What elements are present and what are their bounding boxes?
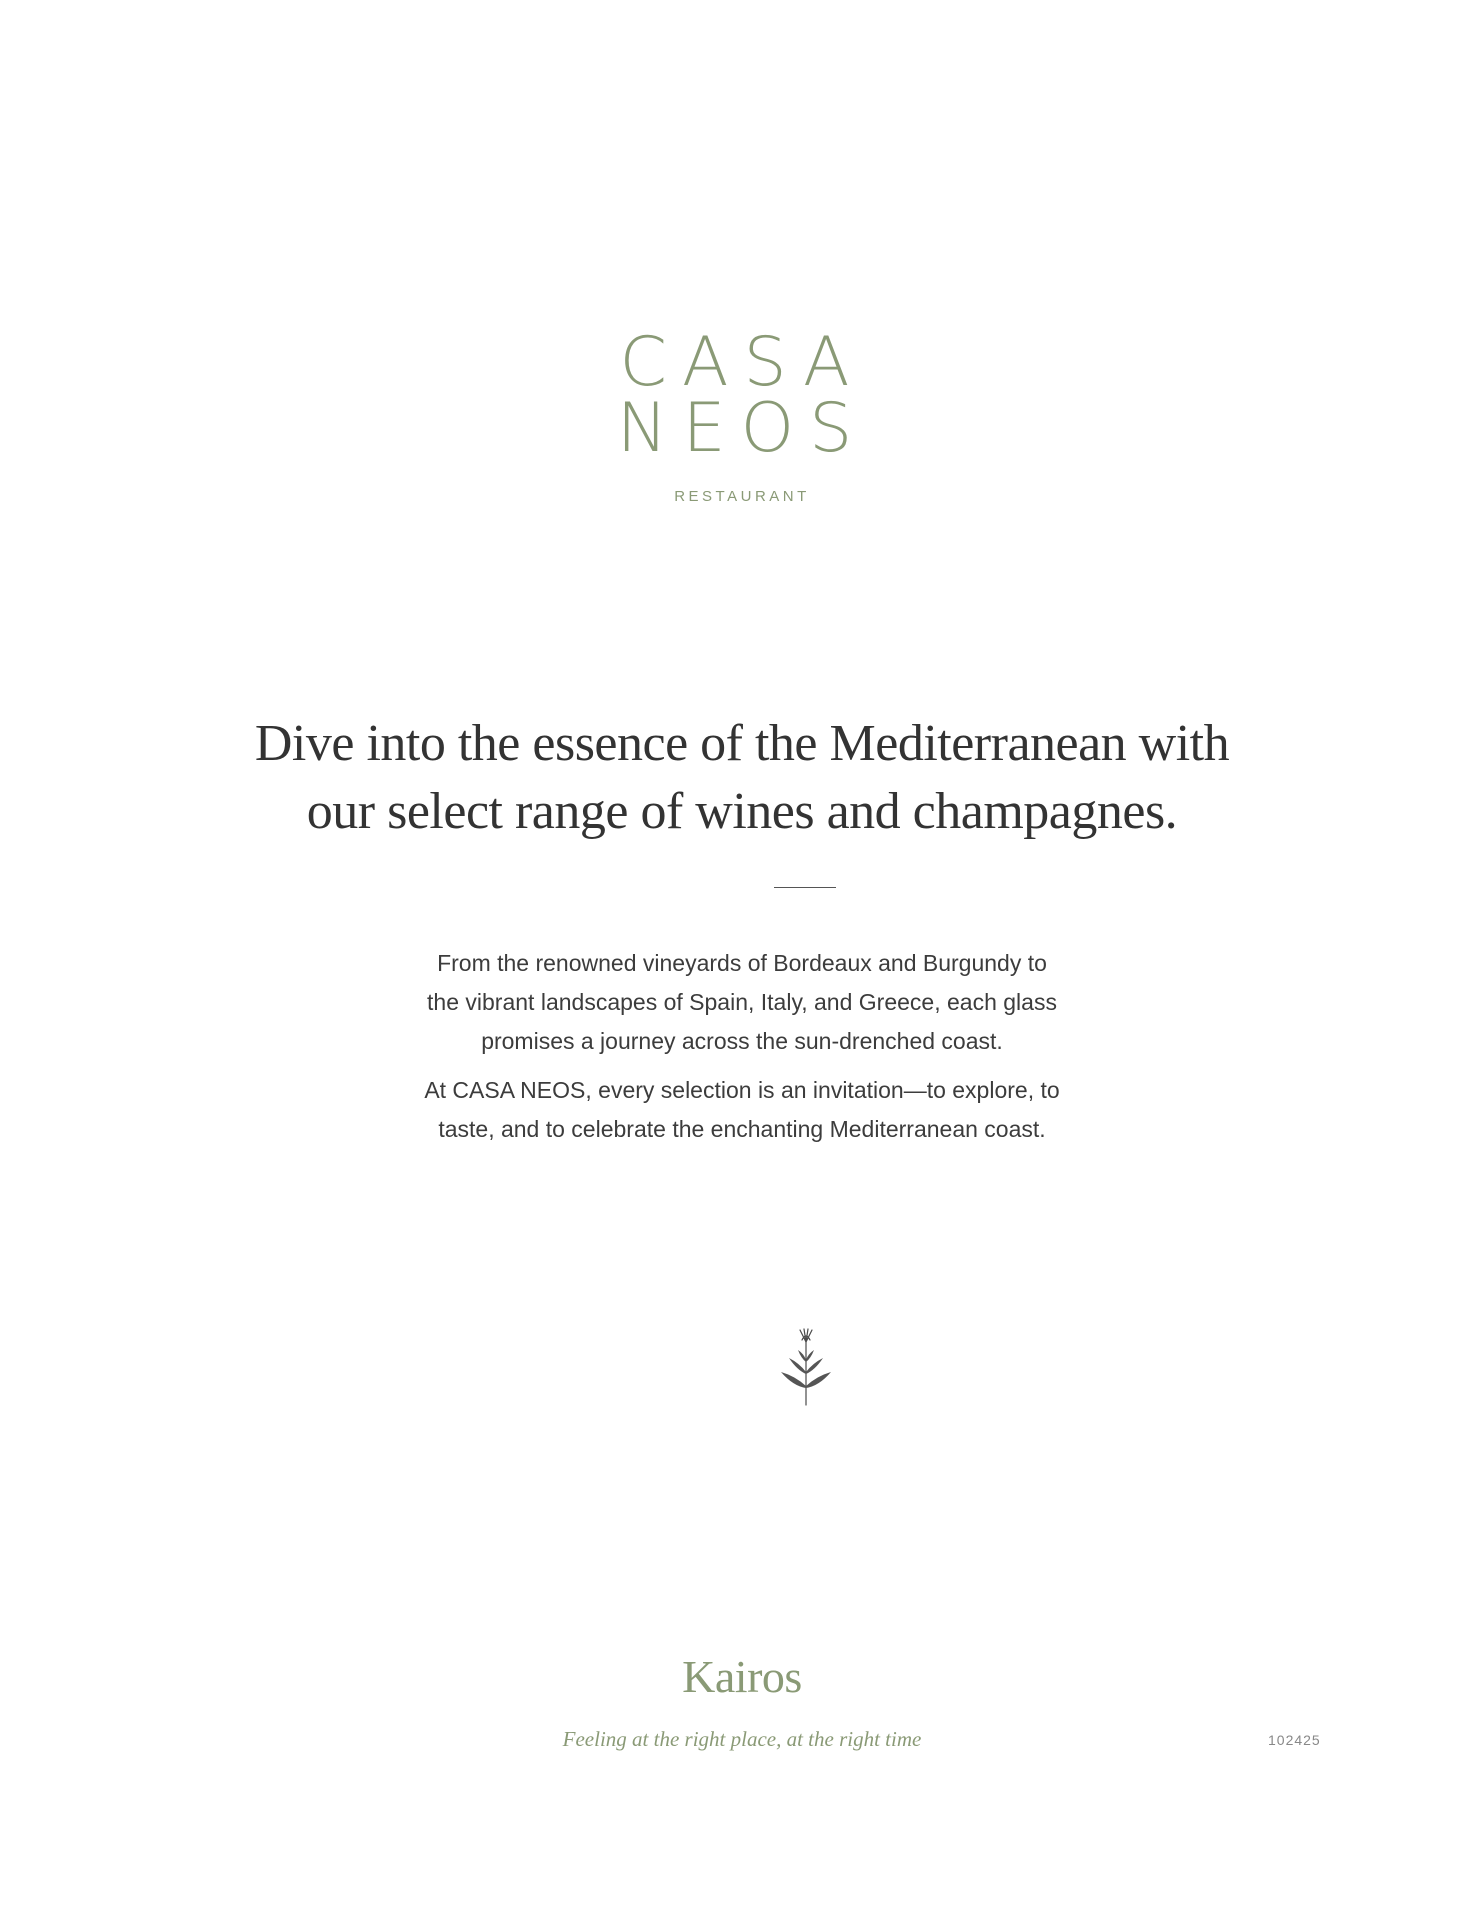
divider xyxy=(774,887,836,888)
headline-line: our select range of wines and champagnes. xyxy=(306,783,1178,840)
restaurant-logo xyxy=(0,323,1484,505)
intro-line: At CASA NEOS, every selection is an invitation—to explore, to xyxy=(424,1077,1060,1103)
brand-name: Kairos xyxy=(682,1651,802,1702)
intro-line: From the renowned vineyards of Bordeaux and Burgundy to xyxy=(437,950,1047,976)
intro-paragraph xyxy=(0,1071,1484,1149)
intro-line: promises a journey across the sun-drenched coast. xyxy=(481,1028,1003,1054)
document-code: 102425 xyxy=(1268,1732,1321,1748)
intro-line: the vibrant landscapes of Spain, Italy, and Greece, each glass xyxy=(427,989,1057,1015)
logo-line-neos: NEOS xyxy=(616,389,868,468)
intro-paragraph xyxy=(0,944,1484,1061)
logo-line-casa: CASA xyxy=(619,323,865,402)
page-headline xyxy=(0,710,1484,846)
logo-subtitle: RESTAURANT xyxy=(674,488,810,505)
intro-line: taste, and to celebrate the enchanting Mediterranean coast. xyxy=(438,1116,1046,1142)
headline-line: Dive into the essence of the Mediterranean with xyxy=(254,715,1230,772)
intro-text xyxy=(0,944,1484,1159)
brand-tagline: Feeling at the right place, at the right time xyxy=(562,1727,922,1751)
flower-sprig-icon xyxy=(767,1328,845,1406)
